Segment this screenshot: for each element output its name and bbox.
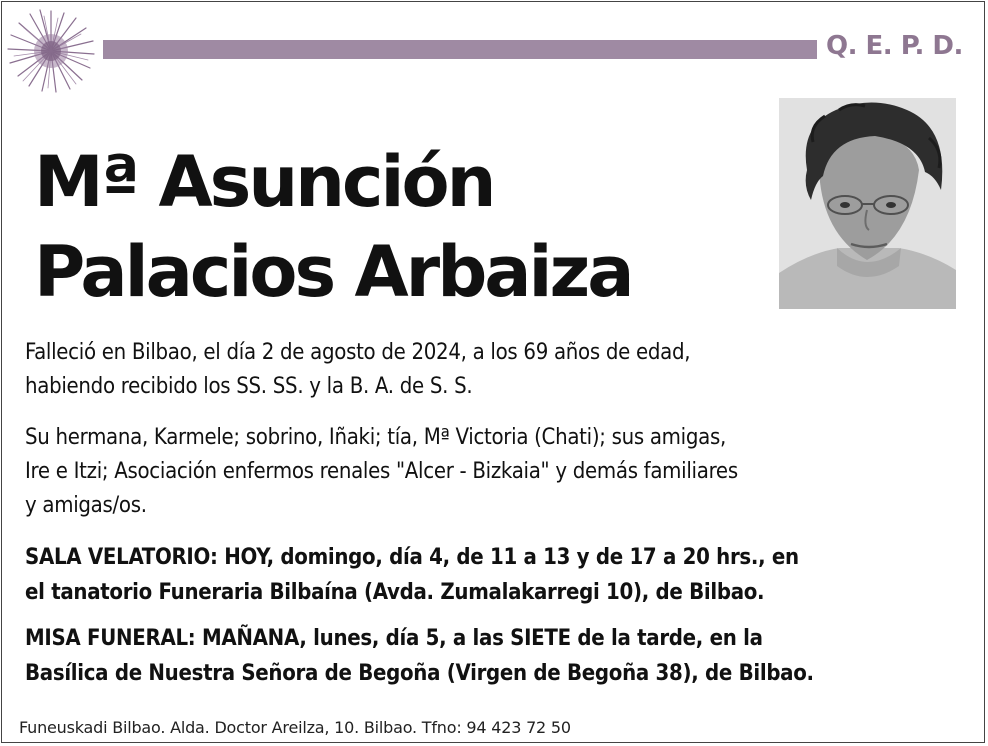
wake-details-paragraph <box>25 540 799 610</box>
qepd-heading: Q. E. P. D. <box>826 31 963 61</box>
deceased-portrait-photo <box>779 98 956 309</box>
funeral-mass-line: Basílica de Nuestra Señora de Begoña (Virgen de Begoña 38), de Bilbao. <box>25 661 814 686</box>
death-announcement-paragraph <box>25 336 690 404</box>
family-line: y amigas/os. <box>25 493 147 518</box>
family-line: Su hermana, Karmele; sobrino, Iñaki; tía, Mª Victoria (Chati); sus amigas, <box>25 425 726 450</box>
funeral-home-footer: Funeuskadi Bilbao. Alda. Doctor Areilza, 10. Bilbao. Tfno: 94 423 72 50 <box>19 718 571 737</box>
family-line: Ire e Itzi; Asociación enfermos renales "Alcer - Bizkaia" y demás familiares <box>25 459 738 484</box>
header-accent-bar <box>103 40 817 59</box>
funeral-mass-paragraph <box>25 621 814 691</box>
deceased-name-line-2: Palacios Arbaiza <box>34 231 632 313</box>
deceased-name <box>34 137 632 317</box>
funeral-mass-line: MISA FUNERAL: MAÑANA, lunes, día 5, a las SIETE de la tarde, en la <box>25 626 763 651</box>
death-announcement-line: habiendo recibido los SS. SS. y la B. A. de S. S. <box>25 374 473 399</box>
death-announcement-line: Falleció en Bilbao, el día 2 de agosto de 2024, a los 69 años de edad, <box>25 340 691 365</box>
thistle-flower-icon <box>6 8 96 94</box>
wake-details-line: SALA VELATORIO: HOY, domingo, día 4, de 11 a 13 y de 17 a 20 hrs., en <box>25 545 799 570</box>
deceased-name-line-1: Mª Asunción <box>34 141 494 223</box>
wake-details-line: el tanatorio Funeraria Bilbaína (Avda. Zumalakarregi 10), de Bilbao. <box>25 580 765 605</box>
family-paragraph <box>25 421 738 523</box>
